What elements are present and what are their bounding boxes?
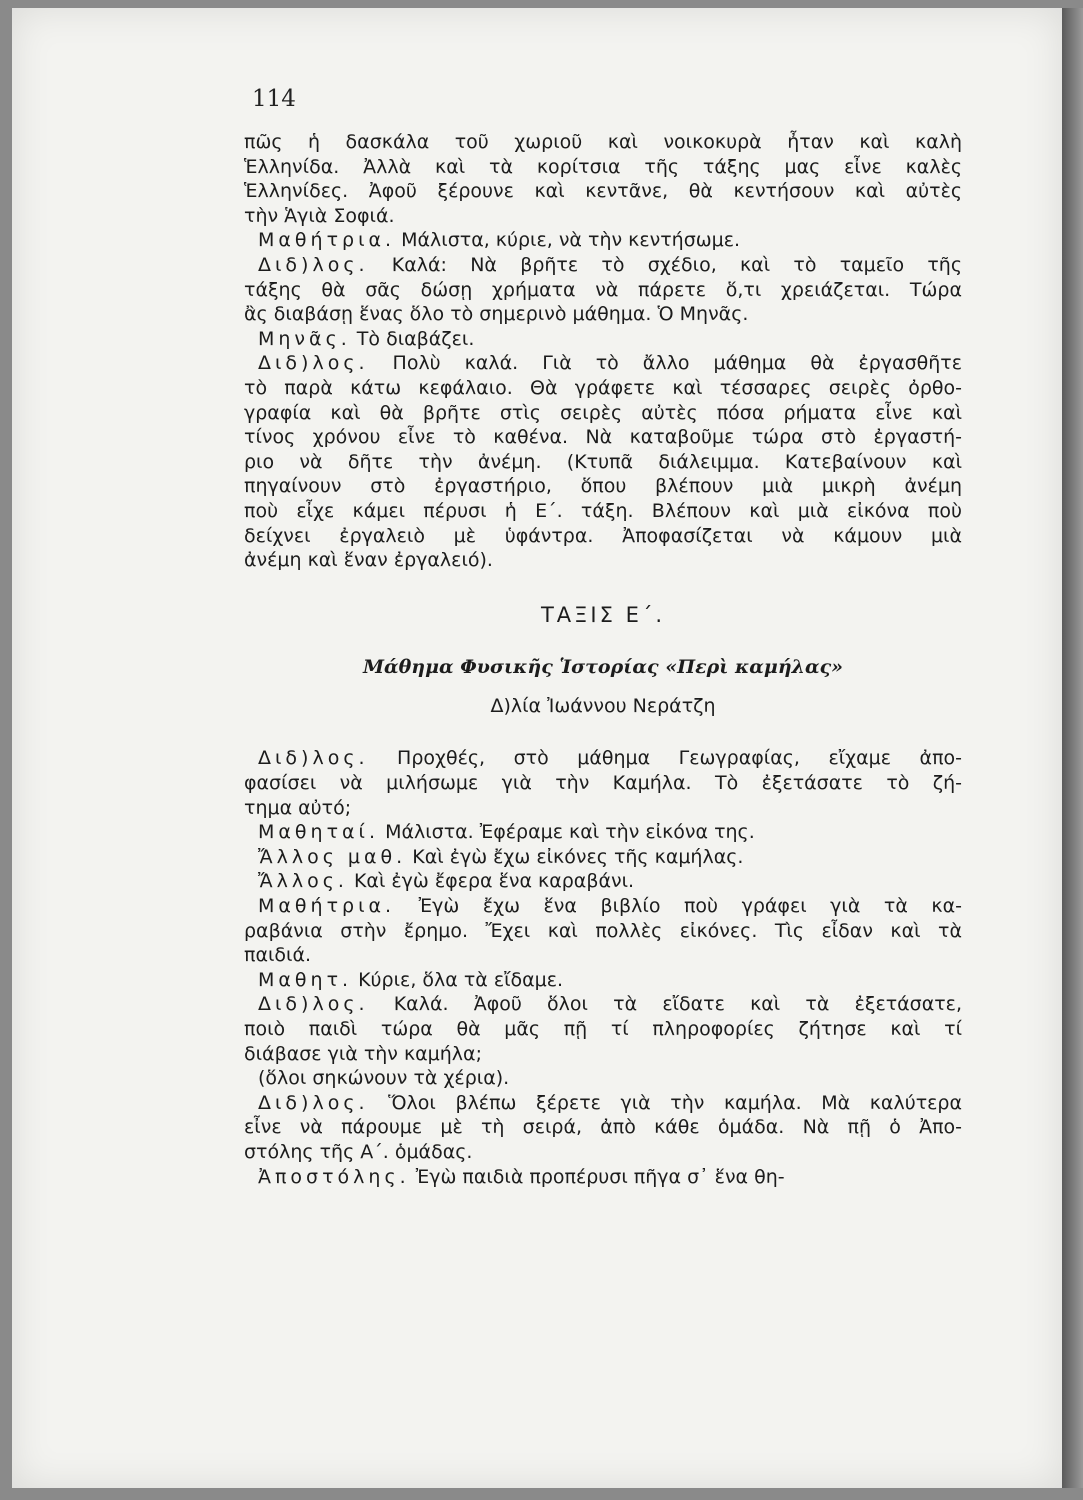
dialogue-section-1 [244, 130, 962, 573]
text-line [244, 820, 962, 845]
line-text: Τὸ διαβάζει. [350, 327, 475, 350]
line-text: Μάλιστα, κύριε, νὰ τὴν κεντήσωμε. [395, 229, 741, 252]
text-line [244, 524, 962, 549]
dialogue-paragraph [244, 869, 962, 894]
speaker-label: Διδ)λος. [258, 1091, 369, 1114]
text-line [244, 278, 962, 303]
line-text: παιδιά. [244, 944, 312, 967]
text-line [244, 796, 962, 821]
line-text: ἂς διαβάσῃ ἕνας ὅλο τὸ σημερινὸ μάθημα. Ὁ Μηνᾶς. [244, 303, 749, 326]
dialogue-paragraph [244, 130, 962, 228]
text-line [244, 204, 962, 229]
text-line [244, 179, 962, 204]
class-heading: ΤΑΞΙΣ Ε΄. [540, 602, 666, 627]
line-text: (ὅλοι σηκώνουν τὰ χέρια). [258, 1067, 510, 1090]
line-text: Ἑλληνίδες. Ἀφοῦ ξέρουνε καὶ κεντᾶνε, θὰ κεντήσουν καὶ αὐτὲς [244, 180, 962, 203]
line-text: Ἐγὼ ἔχω ἕνα βιβλίο ποὺ γράφει γιὰ τὰ κα- [395, 895, 962, 918]
line-text: τὸ παρὰ κάτω κεφάλαιο. Θὰ γράφετε καὶ τέσσαρες σειρὲς ὀρθο- [244, 376, 962, 399]
dialogue-paragraph [244, 1165, 962, 1190]
speaker-label: Μαθηταί. [258, 821, 380, 844]
text-line [244, 845, 962, 870]
text-line [244, 771, 962, 796]
line-text: εἶνε νὰ πάρουμε μὲ τὴ σειρά, ἀπὸ κάθε ὁμάδα. Νὰ πῇ ὁ Ἀπο- [244, 1116, 962, 1139]
dialogue-paragraph [244, 845, 962, 870]
speaker-label: Μηνᾶς. [258, 327, 351, 350]
line-text: γραφία καὶ θὰ βρῆτε στὶς σειρὲς αὐτὲς πόσα ρήματα εἶνε καὶ [244, 401, 962, 424]
text-line [244, 968, 962, 993]
line-text: Ἑλληνίδα. Ἀλλὰ καὶ τὰ κορίτσια τῆς τάξης μας εἶνε καλὲς [244, 155, 962, 178]
line-text: Ἐγὼ παιδιὰ προπέρυσι πῆγα σ᾽ ἕνα θη- [409, 1165, 785, 1188]
dialogue-paragraph [244, 253, 962, 327]
line-text: Μάλιστα. Ἐφέραμε καὶ τὴν εἰκόνα της. [379, 821, 755, 844]
page-body [244, 130, 962, 1189]
line-text: φασίσει νὰ μιλήσωμε γιὰ τὴν Καμήλα. Τὸ ἐξετάσατε τὸ ζή- [244, 772, 962, 795]
text-line [244, 253, 962, 278]
dialogue-section-2 [244, 746, 962, 1189]
text-line [244, 302, 962, 327]
line-text: Κύριε, ὅλα τὰ εἴδαμε. [352, 968, 564, 991]
speaker-label: Μαθήτρια. [258, 229, 396, 252]
line-text: ραβάνια στὴν ἔρημο. Ἔχει καὶ πολλὲς εἰκόνες. Τὶς εἶδαν καὶ τὰ [244, 919, 962, 942]
line-text: Καλά. Ἀφοῦ ὅλοι τὰ εἴδατε καὶ τὰ ἐξετάσατε, [368, 993, 962, 1016]
line-text: ποὺ εἶχε κάμει πέρυσι ἡ Ε΄. τάξη. Βλέπουν καὶ μιὰ εἰκόνα ποὺ [244, 499, 962, 522]
speaker-label: Διδ)λος. [258, 352, 369, 375]
line-text: Ὅλοι βλέπω ξέρετε γιὰ τὴν καμήλα. Μὰ καλύτερα [368, 1091, 962, 1114]
text-line [244, 499, 962, 524]
text-line [244, 1091, 962, 1116]
line-text: ριο νὰ δῆτε τὴν ἀνέμη. (Κτυπᾶ διάλειμμα. Κατεβαίνουν καὶ [244, 450, 962, 473]
bleed-through-mark [740, 18, 850, 88]
text-line [244, 1042, 962, 1067]
line-text: πηγαίνουν στὸ ἐργαστήριο, ὅπου βλέπουν μιὰ μικρὴ ἀνέμη [244, 475, 962, 498]
line-text: Καλά: Νὰ βρῆτε τὸ σχέδιο, καὶ τὸ ταμεῖο τῆς [368, 253, 962, 276]
text-line [244, 155, 962, 180]
line-text: ἀνέμη καὶ ἕναν ἐργαλειό). [244, 549, 493, 572]
text-line [244, 351, 962, 376]
dialogue-paragraph [244, 1066, 962, 1091]
text-line [244, 376, 962, 401]
text-line [244, 919, 962, 944]
dialogue-paragraph [244, 228, 962, 253]
page-number: 114 [252, 86, 296, 112]
dialogue-paragraph [244, 351, 962, 572]
dialogue-paragraph [244, 820, 962, 845]
text-line [244, 1140, 962, 1165]
text-line [244, 401, 962, 426]
dialogue-paragraph [244, 968, 962, 993]
speaker-label: Ἄλλος μαθ. [258, 845, 407, 868]
text-line [244, 327, 962, 352]
line-text: ποιὸ παιδὶ τώρα θὰ μᾶς πῇ τί πληροφορίες ζήτησε καὶ τί [244, 1018, 962, 1040]
line-text: τημα αὐτό; [244, 796, 352, 819]
text-line [244, 548, 962, 573]
text-line [244, 1066, 962, 1091]
text-line [244, 474, 962, 499]
speaker-label: Διδ)λος. [258, 253, 369, 276]
text-line [244, 130, 962, 155]
page-edge-shadow [1062, 8, 1083, 1488]
line-text: τάξης θὰ σᾶς δώσῃ χρήματα νὰ πάρετε ὅ,τι χρειάζεται. Τώρα [244, 278, 962, 301]
line-text: τὴν Ἁγιὰ Σοφιά. [244, 204, 395, 227]
text-line [244, 1115, 962, 1140]
speaker-label: Μαθητ. [258, 968, 353, 991]
dialogue-paragraph [244, 1091, 962, 1165]
dialogue-paragraph [244, 327, 962, 352]
line-text: τίνος χρόνου εἶνε τὸ καθένα. Νὰ καταβοῦμε τώρα στὸ ἐργαστή- [244, 426, 962, 449]
speaker-label: Ἀποστόλης. [258, 1165, 410, 1188]
text-line [244, 1165, 962, 1190]
text-line [244, 746, 962, 771]
line-text: Καὶ ἐγὼ ἔφερα ἕνα καραβάνι. [347, 870, 635, 893]
text-line [244, 869, 962, 894]
line-text: πῶς ἡ δασκάλα τοῦ χωριοῦ καὶ νοικοκυρὰ ἦταν καὶ καλὴ [244, 131, 962, 153]
dialogue-paragraph [244, 992, 962, 1066]
text-line [244, 943, 962, 968]
text-line [244, 894, 962, 919]
speaker-label: Διδ)λος. [258, 993, 369, 1016]
dialogue-paragraph [244, 746, 962, 820]
text-line [244, 425, 962, 450]
text-line [244, 228, 962, 253]
line-text: στόλης τῆς Α΄. ὁμάδας. [244, 1140, 473, 1163]
text-line [244, 1017, 962, 1042]
line-text: Προχθές, στὸ μάθημα Γεωγραφίας, εἴχαμε ἀπο- [368, 747, 962, 770]
lesson-author: Δ)λία Ἰωάννου Νεράτζη [490, 694, 716, 717]
line-text: Πολὺ καλά. Γιὰ τὸ ἄλλο μάθημα θὰ ἐργασθῆτε [368, 352, 962, 375]
line-text: Καὶ ἐγὼ ἔχω εἰκόνες τῆς καμήλας. [406, 845, 744, 868]
lesson-title: Μάθημα Φυσικῆς Ἱστορίας «Περὶ καμήλας» [362, 656, 844, 679]
dialogue-paragraph [244, 894, 962, 968]
text-line [244, 450, 962, 475]
text-line [244, 992, 962, 1017]
line-text: δείχνει ἐργαλειὸ μὲ ὑφάντρα. Ἀποφασίζεται νὰ κάμουν μιὰ [244, 524, 962, 547]
speaker-label: Μαθήτρια. [258, 895, 396, 918]
speaker-label: Ἄλλος. [258, 870, 348, 893]
speaker-label: Διδ)λος. [258, 747, 369, 770]
line-text: διάβασε γιὰ τὴν καμήλα; [244, 1042, 482, 1065]
